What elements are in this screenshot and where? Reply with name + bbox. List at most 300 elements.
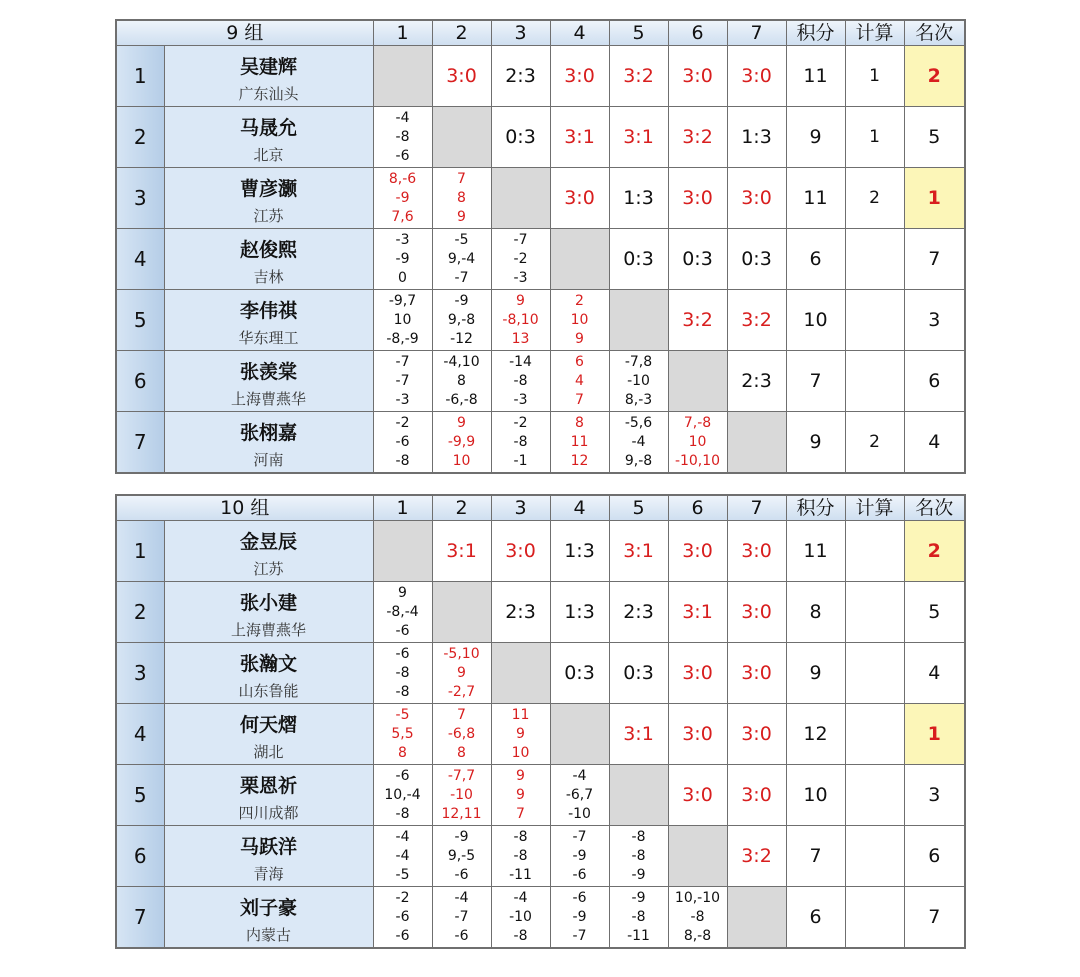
game-scores-cell bbox=[668, 887, 727, 949]
game-score: -10,10 bbox=[674, 452, 721, 469]
player-cell bbox=[164, 290, 373, 351]
match-score: 3:0 bbox=[741, 540, 772, 562]
calc-value bbox=[845, 229, 904, 290]
game-score: 9,-4 bbox=[447, 250, 476, 267]
game-scores bbox=[433, 706, 491, 763]
rank-value: 1 bbox=[904, 704, 965, 765]
game-score: -3 bbox=[513, 391, 528, 408]
game-score: -6 bbox=[572, 866, 587, 883]
match-result-cell bbox=[609, 704, 668, 765]
game-score: -7 bbox=[395, 353, 410, 370]
match-result-cell bbox=[432, 46, 491, 107]
match-score: 3:1 bbox=[623, 540, 654, 562]
game-scores bbox=[374, 414, 432, 471]
match-result-cell bbox=[668, 582, 727, 643]
points-value: 7 bbox=[786, 826, 845, 887]
calc-value: 1 bbox=[845, 46, 904, 107]
diagonal-cell bbox=[550, 229, 609, 290]
match-result-cell bbox=[491, 582, 550, 643]
calc-value bbox=[845, 887, 904, 949]
game-score: -8 bbox=[631, 908, 646, 925]
player-row bbox=[116, 412, 965, 474]
game-scores-cell bbox=[373, 229, 432, 290]
game-score: 10 bbox=[393, 311, 412, 328]
game-score: -8 bbox=[513, 927, 528, 944]
game-score: 9 bbox=[457, 664, 466, 681]
match-result-cell bbox=[727, 521, 786, 582]
match-result-cell bbox=[609, 521, 668, 582]
player-index: 6 bbox=[116, 351, 164, 412]
player-name: 张小建 bbox=[239, 592, 297, 614]
match-score: 3:0 bbox=[564, 187, 595, 209]
diagonal-cell bbox=[609, 290, 668, 351]
game-score: 8,-3 bbox=[624, 391, 653, 408]
game-scores-cell bbox=[609, 826, 668, 887]
game-scores-cell bbox=[491, 704, 550, 765]
player-team: 山东鲁能 bbox=[238, 682, 299, 700]
points-value: 12 bbox=[786, 704, 845, 765]
game-score: 8 bbox=[457, 372, 466, 389]
game-score: -3 bbox=[395, 391, 410, 408]
game-score: -12 bbox=[450, 330, 473, 347]
player-row bbox=[116, 765, 965, 826]
game-scores-cell bbox=[550, 412, 609, 474]
game-scores-cell bbox=[373, 643, 432, 704]
match-score: 3:2 bbox=[682, 309, 713, 331]
game-score: -7 bbox=[572, 927, 587, 944]
match-score: 3:0 bbox=[682, 187, 713, 209]
player-row bbox=[116, 582, 965, 643]
player-row bbox=[116, 351, 965, 412]
match-score: 1:3 bbox=[623, 187, 654, 209]
game-score: -6 bbox=[395, 433, 410, 450]
match-result-cell bbox=[550, 46, 609, 107]
game-score: -8,10 bbox=[502, 311, 539, 328]
player-index: 5 bbox=[116, 290, 164, 351]
col-header-2: 2 bbox=[432, 20, 491, 46]
match-result-cell bbox=[668, 168, 727, 229]
match-score: 0:3 bbox=[623, 248, 654, 270]
game-score: -6,7 bbox=[565, 786, 594, 803]
game-scores bbox=[433, 889, 491, 946]
col-header-6: 6 bbox=[668, 20, 727, 46]
player-cell bbox=[164, 521, 373, 582]
match-score: 3:0 bbox=[682, 723, 713, 745]
game-scores-cell bbox=[550, 826, 609, 887]
match-score: 3:2 bbox=[741, 845, 772, 867]
match-score: 3:1 bbox=[682, 601, 713, 623]
game-scores bbox=[492, 231, 550, 288]
diagonal-cell bbox=[727, 887, 786, 949]
game-score: -8 bbox=[631, 828, 646, 845]
match-score: 3:0 bbox=[682, 784, 713, 806]
game-scores bbox=[374, 706, 432, 763]
player-row bbox=[116, 704, 965, 765]
game-scores bbox=[374, 645, 432, 702]
col-header-7: 7 bbox=[727, 495, 786, 521]
diagonal-cell bbox=[550, 704, 609, 765]
game-scores-cell bbox=[432, 412, 491, 474]
game-scores bbox=[610, 889, 668, 946]
rank-value: 7 bbox=[904, 887, 965, 949]
game-scores-cell bbox=[373, 887, 432, 949]
match-score: 3:0 bbox=[682, 662, 713, 684]
player-team: 四川成都 bbox=[238, 804, 299, 822]
game-score: 9 bbox=[516, 767, 525, 784]
rank-value: 1 bbox=[904, 168, 965, 229]
game-scores-cell bbox=[373, 107, 432, 168]
game-score: 9 bbox=[575, 330, 584, 347]
player-cell bbox=[164, 168, 373, 229]
match-result-cell bbox=[668, 765, 727, 826]
diagonal-cell bbox=[491, 168, 550, 229]
game-scores bbox=[433, 828, 491, 885]
game-score: -3 bbox=[513, 269, 528, 286]
match-score: 3:1 bbox=[623, 723, 654, 745]
diagonal-cell bbox=[432, 107, 491, 168]
player-cell bbox=[164, 765, 373, 826]
game-score: -2,7 bbox=[447, 683, 476, 700]
player-index: 5 bbox=[116, 765, 164, 826]
game-score: 7 bbox=[457, 706, 466, 723]
match-score: 0:3 bbox=[564, 662, 595, 684]
match-score: 3:0 bbox=[741, 662, 772, 684]
game-score: -2 bbox=[513, 414, 528, 431]
game-score: -8 bbox=[395, 805, 410, 822]
game-score: -6 bbox=[395, 927, 410, 944]
game-scores-cell bbox=[491, 412, 550, 474]
game-score: -8,-4 bbox=[386, 603, 419, 620]
game-score: -7,7 bbox=[447, 767, 476, 784]
col-header-5: 5 bbox=[609, 495, 668, 521]
points-value: 6 bbox=[786, 229, 845, 290]
game-scores bbox=[551, 414, 609, 471]
player-index: 6 bbox=[116, 826, 164, 887]
game-scores-cell bbox=[609, 351, 668, 412]
player-index: 4 bbox=[116, 229, 164, 290]
match-result-cell bbox=[668, 46, 727, 107]
match-result-cell bbox=[727, 582, 786, 643]
match-score: 3:0 bbox=[564, 65, 595, 87]
game-scores bbox=[610, 828, 668, 885]
match-result-cell bbox=[550, 168, 609, 229]
game-score: 9,-8 bbox=[447, 311, 476, 328]
match-score: 3:0 bbox=[682, 65, 713, 87]
calc-value bbox=[845, 643, 904, 704]
rank-value: 4 bbox=[904, 412, 965, 474]
match-result-cell bbox=[609, 582, 668, 643]
game-scores bbox=[492, 767, 550, 824]
game-score: 0 bbox=[398, 269, 407, 286]
match-result-cell bbox=[550, 582, 609, 643]
calc-value: 2 bbox=[845, 412, 904, 474]
match-result-cell bbox=[668, 290, 727, 351]
game-score: -2 bbox=[395, 414, 410, 431]
game-score: -10 bbox=[627, 372, 650, 389]
game-score: -9,9 bbox=[447, 433, 476, 450]
game-score: -5,6 bbox=[624, 414, 653, 431]
player-row bbox=[116, 229, 965, 290]
match-result-cell bbox=[609, 107, 668, 168]
match-score: 3:1 bbox=[623, 126, 654, 148]
game-scores bbox=[374, 109, 432, 166]
player-row bbox=[116, 107, 965, 168]
player-name: 曹彦灏 bbox=[240, 178, 298, 200]
match-result-cell bbox=[668, 521, 727, 582]
match-score: 3:0 bbox=[741, 65, 772, 87]
game-score: -8 bbox=[513, 847, 528, 864]
match-score: 3:1 bbox=[564, 126, 595, 148]
diagonal-cell bbox=[491, 643, 550, 704]
player-team: 华东理工 bbox=[238, 329, 299, 347]
game-score: -8 bbox=[395, 664, 410, 681]
player-name: 李伟祺 bbox=[240, 300, 298, 322]
game-scores-cell bbox=[609, 887, 668, 949]
points-value: 6 bbox=[786, 887, 845, 949]
diagonal-cell bbox=[432, 582, 491, 643]
game-scores-cell bbox=[491, 765, 550, 826]
player-row bbox=[116, 290, 965, 351]
match-score: 3:0 bbox=[741, 784, 772, 806]
points-value: 11 bbox=[786, 46, 845, 107]
points-value: 10 bbox=[786, 290, 845, 351]
match-result-cell bbox=[550, 521, 609, 582]
game-scores-cell bbox=[373, 582, 432, 643]
game-scores bbox=[669, 414, 727, 471]
game-scores-cell bbox=[491, 229, 550, 290]
match-result-cell bbox=[727, 229, 786, 290]
game-score: 10,-10 bbox=[674, 889, 721, 906]
game-score: -6 bbox=[395, 622, 410, 639]
game-scores bbox=[374, 584, 432, 641]
game-scores-cell bbox=[432, 704, 491, 765]
game-score: -5 bbox=[454, 231, 469, 248]
player-cell bbox=[164, 582, 373, 643]
game-scores bbox=[374, 170, 432, 227]
game-score: -14 bbox=[509, 353, 532, 370]
match-score: 3:0 bbox=[741, 601, 772, 623]
calc-header: 计算 bbox=[845, 495, 904, 521]
game-scores-cell bbox=[373, 412, 432, 474]
match-score: 3:2 bbox=[623, 65, 654, 87]
game-scores-cell bbox=[432, 826, 491, 887]
player-team: 湖北 bbox=[253, 743, 284, 761]
game-score: -6 bbox=[454, 866, 469, 883]
game-scores-cell bbox=[432, 168, 491, 229]
game-scores-cell bbox=[432, 887, 491, 949]
game-score: -9 bbox=[631, 889, 646, 906]
match-score: 3:2 bbox=[741, 309, 772, 331]
match-score: 0:3 bbox=[623, 662, 654, 684]
points-header: 积分 bbox=[786, 20, 845, 46]
game-score: 10 bbox=[452, 452, 471, 469]
rank-value: 5 bbox=[904, 582, 965, 643]
points-value: 8 bbox=[786, 582, 845, 643]
match-result-cell bbox=[727, 704, 786, 765]
game-score: -7,8 bbox=[624, 353, 653, 370]
game-scores bbox=[492, 828, 550, 885]
match-result-cell bbox=[550, 643, 609, 704]
player-cell bbox=[164, 46, 373, 107]
game-scores-cell bbox=[491, 351, 550, 412]
calc-value bbox=[845, 351, 904, 412]
game-score: -4 bbox=[513, 889, 528, 906]
col-header-1: 1 bbox=[373, 495, 432, 521]
game-scores-cell bbox=[373, 765, 432, 826]
game-score: -8 bbox=[690, 908, 705, 925]
game-score: -5 bbox=[395, 706, 410, 723]
game-score: -3 bbox=[395, 231, 410, 248]
game-score: -4,10 bbox=[443, 353, 480, 370]
player-name: 刘子豪 bbox=[239, 897, 297, 919]
game-scores-cell bbox=[432, 290, 491, 351]
game-scores bbox=[551, 292, 609, 349]
match-result-cell bbox=[727, 765, 786, 826]
diagonal-cell bbox=[373, 46, 432, 107]
game-score: 11 bbox=[570, 433, 589, 450]
match-result-cell bbox=[727, 168, 786, 229]
player-team: 上海曹燕华 bbox=[231, 390, 307, 408]
match-result-cell bbox=[609, 46, 668, 107]
col-header-7: 7 bbox=[727, 20, 786, 46]
game-scores-cell bbox=[373, 290, 432, 351]
game-score: 9 bbox=[516, 725, 525, 742]
game-scores bbox=[433, 645, 491, 702]
rank-value: 3 bbox=[904, 765, 965, 826]
player-team: 内蒙古 bbox=[245, 926, 291, 944]
game-score: 7 bbox=[457, 170, 466, 187]
col-header-6: 6 bbox=[668, 495, 727, 521]
game-scores bbox=[669, 889, 727, 946]
player-row bbox=[116, 643, 965, 704]
rank-value: 6 bbox=[904, 351, 965, 412]
game-score: 10 bbox=[570, 311, 589, 328]
game-score: -8,-9 bbox=[386, 330, 419, 347]
calc-header: 计算 bbox=[845, 20, 904, 46]
game-scores bbox=[374, 889, 432, 946]
player-index: 4 bbox=[116, 704, 164, 765]
game-score: 8 bbox=[457, 744, 466, 761]
rank-value: 7 bbox=[904, 229, 965, 290]
player-cell bbox=[164, 107, 373, 168]
game-scores bbox=[551, 353, 609, 410]
player-name: 吴建辉 bbox=[240, 56, 298, 78]
match-result-cell bbox=[727, 46, 786, 107]
calc-value bbox=[845, 582, 904, 643]
game-score: -11 bbox=[509, 866, 532, 883]
game-score: -5,10 bbox=[443, 645, 480, 662]
player-row bbox=[116, 826, 965, 887]
game-score: 9 bbox=[516, 786, 525, 803]
match-score: 2:3 bbox=[505, 601, 536, 623]
match-score: 2:3 bbox=[505, 65, 536, 87]
player-name: 马跃洋 bbox=[239, 836, 297, 858]
game-score: -8 bbox=[631, 847, 646, 864]
game-scores bbox=[433, 414, 491, 471]
game-scores bbox=[551, 767, 609, 824]
player-index: 3 bbox=[116, 168, 164, 229]
match-score: 3:2 bbox=[682, 126, 713, 148]
game-scores-cell bbox=[550, 765, 609, 826]
group-10-table bbox=[115, 494, 964, 949]
player-cell bbox=[164, 229, 373, 290]
game-score: 13 bbox=[511, 330, 530, 347]
match-score: 3:1 bbox=[446, 540, 477, 562]
points-header: 积分 bbox=[786, 495, 845, 521]
game-score: -9 bbox=[454, 828, 469, 845]
col-header-4: 4 bbox=[550, 495, 609, 521]
game-scores bbox=[433, 767, 491, 824]
game-scores bbox=[492, 706, 550, 763]
game-score: 7,-8 bbox=[683, 414, 712, 431]
group-title: 9 组 bbox=[116, 20, 373, 46]
match-result-cell bbox=[727, 643, 786, 704]
col-header-2: 2 bbox=[432, 495, 491, 521]
game-score: -6,-8 bbox=[445, 391, 478, 408]
game-score: -7 bbox=[513, 231, 528, 248]
rank-value: 5 bbox=[904, 107, 965, 168]
rank-value: 4 bbox=[904, 643, 965, 704]
game-score: -8 bbox=[395, 128, 410, 145]
rank-value: 2 bbox=[904, 46, 965, 107]
game-score: -6 bbox=[395, 767, 410, 784]
game-scores bbox=[433, 292, 491, 349]
match-result-cell bbox=[491, 521, 550, 582]
rank-header: 名次 bbox=[904, 20, 965, 46]
game-score: 12 bbox=[570, 452, 589, 469]
game-scores-cell bbox=[491, 887, 550, 949]
player-name: 张羡棠 bbox=[240, 361, 298, 383]
player-name: 马晟允 bbox=[240, 117, 298, 139]
match-score: 3:0 bbox=[505, 540, 536, 562]
game-score: -10 bbox=[509, 908, 532, 925]
game-score: -7 bbox=[395, 372, 410, 389]
match-result-cell bbox=[491, 46, 550, 107]
game-score: 10,-4 bbox=[384, 786, 421, 803]
match-result-cell bbox=[727, 290, 786, 351]
game-score: -4 bbox=[395, 828, 410, 845]
game-scores bbox=[374, 767, 432, 824]
diagonal-cell bbox=[668, 826, 727, 887]
player-team: 河南 bbox=[253, 451, 284, 469]
match-result-cell bbox=[668, 229, 727, 290]
player-row bbox=[116, 46, 965, 107]
game-score: 7 bbox=[575, 391, 584, 408]
player-name: 栗恩祈 bbox=[239, 775, 297, 797]
game-scores bbox=[374, 353, 432, 410]
game-score: -8 bbox=[513, 372, 528, 389]
game-score: 8 bbox=[457, 189, 466, 206]
player-name: 张瀚文 bbox=[239, 653, 297, 675]
match-score: 1:3 bbox=[564, 601, 595, 623]
calc-value bbox=[845, 290, 904, 351]
game-score: -6 bbox=[395, 147, 410, 164]
game-score: -6 bbox=[395, 645, 410, 662]
match-result-cell bbox=[491, 107, 550, 168]
game-scores-cell bbox=[373, 351, 432, 412]
match-score: 3:0 bbox=[446, 65, 477, 87]
game-score: -6 bbox=[395, 908, 410, 925]
calc-value bbox=[845, 704, 904, 765]
game-scores bbox=[551, 828, 609, 885]
game-score: 8 bbox=[575, 414, 584, 431]
game-score: 8,-6 bbox=[388, 170, 417, 187]
col-header-3: 3 bbox=[491, 20, 550, 46]
game-score: 9,-8 bbox=[624, 452, 653, 469]
game-score: -4 bbox=[454, 889, 469, 906]
match-score: 0:3 bbox=[682, 248, 713, 270]
game-scores bbox=[374, 828, 432, 885]
